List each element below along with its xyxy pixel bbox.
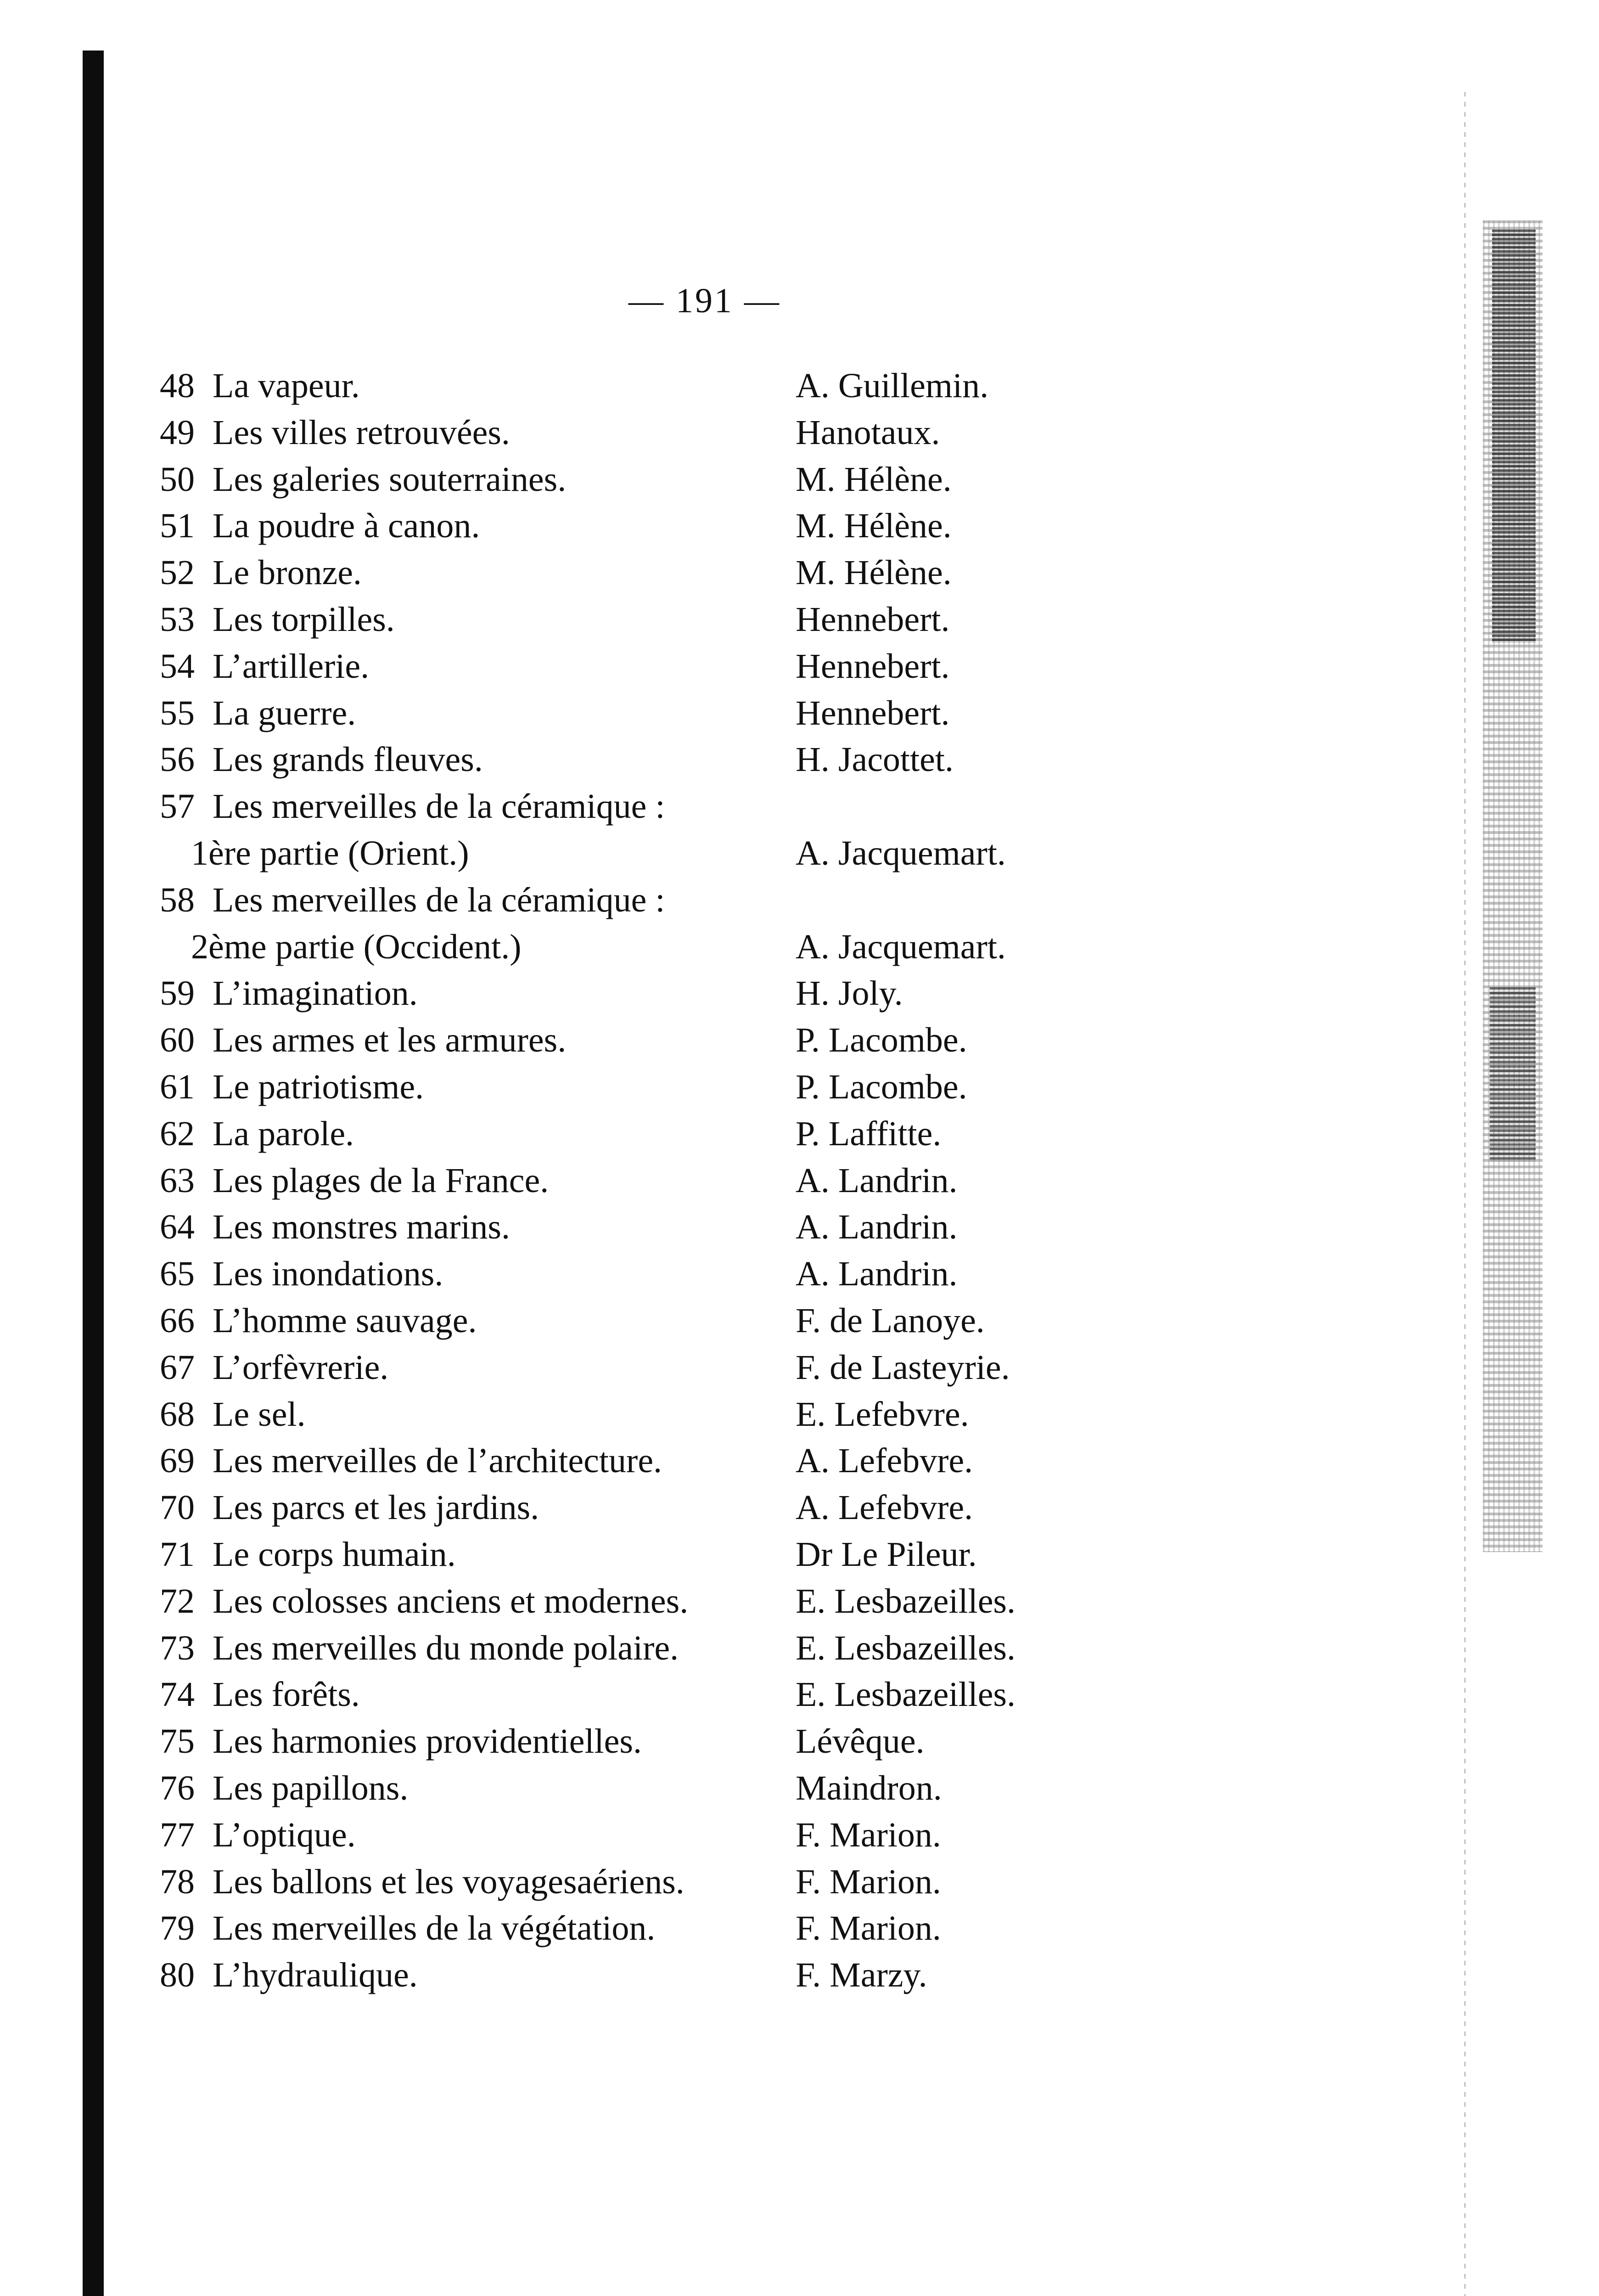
entry-author: F. Marion. bbox=[796, 1815, 941, 1854]
entry-author: A. Landrin. bbox=[796, 1208, 958, 1247]
page-number: — 191 — bbox=[628, 281, 781, 320]
list-item bbox=[160, 643, 1262, 690]
list-item bbox=[160, 1391, 1262, 1438]
entry-author: E. Lefebvre. bbox=[796, 1395, 969, 1434]
entry-number: 63 bbox=[160, 1161, 195, 1200]
entry-title: Les merveilles du monde polaire. bbox=[213, 1628, 679, 1667]
entry-author: Lévêque. bbox=[796, 1722, 925, 1761]
entry-title: Les monstres marins. bbox=[213, 1208, 511, 1247]
entry-title: Les ballons et les voyagesaériens. bbox=[213, 1862, 684, 1901]
entry-title: Les torpilles. bbox=[213, 600, 395, 639]
entry-number: 78 bbox=[160, 1862, 195, 1901]
entry-number: 53 bbox=[160, 600, 195, 639]
list-item bbox=[160, 737, 1262, 783]
entry-title: Les inondations. bbox=[213, 1255, 443, 1294]
entry-title: La poudre à canon. bbox=[213, 506, 480, 546]
list-item bbox=[160, 456, 1262, 503]
entry-number: 54 bbox=[160, 647, 195, 686]
entry-author: E. Lesbazeilles. bbox=[796, 1628, 1016, 1667]
entry-number: 72 bbox=[160, 1581, 195, 1621]
entry-author: F. de Lasteyrie. bbox=[796, 1348, 1010, 1387]
entry-title: Les papillons. bbox=[213, 1768, 409, 1807]
list-item bbox=[160, 410, 1262, 456]
entry-number: 70 bbox=[160, 1488, 195, 1527]
entry-author: A. Lefebvre. bbox=[796, 1441, 973, 1480]
entry-author: H. Jacottet. bbox=[796, 740, 954, 779]
entry-author: F. Marion. bbox=[796, 1862, 941, 1901]
entry-number: 68 bbox=[160, 1395, 195, 1434]
entry-number: 69 bbox=[160, 1441, 195, 1480]
entry-number: 65 bbox=[160, 1255, 195, 1294]
entry-title: Le patriotisme. bbox=[213, 1067, 424, 1106]
binding-edge bbox=[83, 51, 104, 2296]
entry-title: Le corps humain. bbox=[213, 1535, 456, 1574]
entry-number: 75 bbox=[160, 1722, 195, 1761]
entry-author: P. Lacombe. bbox=[796, 1067, 967, 1106]
entry-author: A. Lefebvre. bbox=[796, 1488, 973, 1527]
list-item bbox=[160, 1017, 1262, 1064]
list-item bbox=[160, 1251, 1262, 1298]
list-item bbox=[160, 1531, 1262, 1578]
entry-author: Hennebert. bbox=[796, 693, 950, 732]
entry-number: 79 bbox=[160, 1909, 195, 1948]
entry-author: Hanotaux. bbox=[796, 413, 940, 452]
entry-number: 57 bbox=[160, 787, 195, 826]
entry-number: 80 bbox=[160, 1956, 195, 1995]
entry-number: 51 bbox=[160, 506, 195, 546]
entry-title: Les harmonies providentielles. bbox=[213, 1722, 642, 1761]
scan-noise-lower bbox=[1490, 987, 1536, 1162]
entry-title: Les parcs et les jardins. bbox=[213, 1488, 539, 1527]
list-item bbox=[160, 1905, 1262, 1952]
entry-author: A. Guillemin. bbox=[796, 366, 989, 405]
list-item bbox=[160, 1158, 1262, 1204]
entry-number: 66 bbox=[160, 1301, 195, 1340]
catalog-list bbox=[160, 363, 1262, 1999]
entry-title: L’imagination. bbox=[213, 974, 418, 1013]
entry-number: 77 bbox=[160, 1815, 195, 1854]
entry-number: 71 bbox=[160, 1535, 195, 1574]
list-item bbox=[160, 503, 1262, 550]
entry-number: 67 bbox=[160, 1348, 195, 1387]
entry-title: Les colosses anciens et modernes. bbox=[213, 1581, 689, 1621]
entry-author: P. Laffitte. bbox=[796, 1114, 942, 1153]
list-item bbox=[160, 830, 1262, 877]
entry-author: E. Lesbazeilles. bbox=[796, 1581, 1016, 1621]
list-item bbox=[160, 1204, 1262, 1251]
entry-author: F. Marzy. bbox=[796, 1956, 927, 1995]
list-item bbox=[160, 783, 1262, 830]
entry-author: A. Jacquemart. bbox=[796, 927, 1006, 966]
entry-number: 59 bbox=[160, 974, 195, 1013]
entry-author: Hennebert. bbox=[796, 600, 950, 639]
list-item bbox=[160, 690, 1262, 737]
entry-title: L’artillerie. bbox=[213, 647, 370, 686]
entry-title: 2ème partie (Occident.) bbox=[191, 927, 522, 966]
entry-number: 61 bbox=[160, 1067, 195, 1106]
list-item bbox=[160, 550, 1262, 597]
entry-title: Le sel. bbox=[213, 1395, 306, 1434]
list-item bbox=[160, 1485, 1262, 1531]
entry-number: 58 bbox=[160, 880, 195, 919]
list-item bbox=[160, 970, 1262, 1017]
list-item bbox=[160, 1064, 1262, 1111]
list-item bbox=[160, 1625, 1262, 1672]
entry-author: M. Hélène. bbox=[796, 506, 952, 546]
entry-title: 1ère partie (Orient.) bbox=[191, 833, 469, 872]
entry-title: Les grands fleuves. bbox=[213, 740, 483, 779]
list-item bbox=[160, 1438, 1262, 1485]
scan-noise-upper bbox=[1492, 230, 1536, 643]
entry-title: Les merveilles de l’architecture. bbox=[213, 1441, 662, 1480]
entry-author: M. Hélène. bbox=[796, 553, 952, 592]
entry-title: L’orfèvrerie. bbox=[213, 1348, 389, 1387]
entry-title: Le bronze. bbox=[213, 553, 362, 592]
list-item bbox=[160, 363, 1262, 410]
entry-title: La vapeur. bbox=[213, 366, 360, 405]
entry-author: E. Lesbazeilles. bbox=[796, 1675, 1016, 1714]
entry-title: Les armes et les armures. bbox=[213, 1021, 567, 1060]
entry-author: A. Landrin. bbox=[796, 1161, 958, 1200]
margin-rule bbox=[1464, 92, 1465, 2296]
entry-author: A. Jacquemart. bbox=[796, 833, 1006, 872]
entry-title: Les merveilles de la céramique : bbox=[213, 787, 665, 826]
entry-number: 62 bbox=[160, 1114, 195, 1153]
list-item bbox=[160, 924, 1262, 971]
entry-number: 74 bbox=[160, 1675, 195, 1714]
entry-number: 55 bbox=[160, 693, 195, 732]
list-item bbox=[160, 1578, 1262, 1625]
entry-title: Les plages de la France. bbox=[213, 1161, 549, 1200]
entry-number: 76 bbox=[160, 1768, 195, 1807]
entry-title: La guerre. bbox=[213, 693, 356, 732]
entry-title: La parole. bbox=[213, 1114, 354, 1153]
entry-number: 52 bbox=[160, 553, 195, 592]
entry-title: Les forêts. bbox=[213, 1675, 360, 1714]
list-item bbox=[160, 1952, 1262, 1999]
entry-number: 50 bbox=[160, 460, 195, 499]
list-item bbox=[160, 877, 1262, 924]
list-item bbox=[160, 1111, 1262, 1158]
entry-author: Dr Le Pileur. bbox=[796, 1535, 977, 1574]
list-item bbox=[160, 1298, 1262, 1345]
entry-author: Maindron. bbox=[796, 1768, 942, 1807]
entry-number: 56 bbox=[160, 740, 195, 779]
entry-number: 73 bbox=[160, 1628, 195, 1667]
entry-author: A. Landrin. bbox=[796, 1255, 958, 1294]
entry-author: P. Lacombe. bbox=[796, 1021, 967, 1060]
entry-title: L’homme sauvage. bbox=[213, 1301, 477, 1340]
list-item bbox=[160, 1765, 1262, 1812]
entry-title: Les villes retrouvées. bbox=[213, 413, 510, 452]
entry-author: F. de Lanoye. bbox=[796, 1301, 985, 1340]
list-item bbox=[160, 1345, 1262, 1391]
entry-author: Hennebert. bbox=[796, 647, 950, 686]
entry-number: 60 bbox=[160, 1021, 195, 1060]
entry-title: Les merveilles de la végétation. bbox=[213, 1909, 656, 1948]
entry-author: M. Hélène. bbox=[796, 460, 952, 499]
list-item bbox=[160, 1859, 1262, 1906]
entry-number: 48 bbox=[160, 366, 195, 405]
entry-title: Les galeries souterraines. bbox=[213, 460, 567, 499]
list-item bbox=[160, 1671, 1262, 1718]
entry-author: H. Joly. bbox=[796, 974, 903, 1013]
entry-number: 64 bbox=[160, 1208, 195, 1247]
entry-title: L’hydraulique. bbox=[213, 1956, 418, 1995]
entry-number: 49 bbox=[160, 413, 195, 452]
entry-title: Les merveilles de la céramique : bbox=[213, 880, 665, 919]
entry-author: F. Marion. bbox=[796, 1909, 941, 1948]
list-item bbox=[160, 1812, 1262, 1859]
list-item bbox=[160, 1718, 1262, 1765]
entry-title: L’optique. bbox=[213, 1815, 356, 1854]
list-item bbox=[160, 597, 1262, 643]
